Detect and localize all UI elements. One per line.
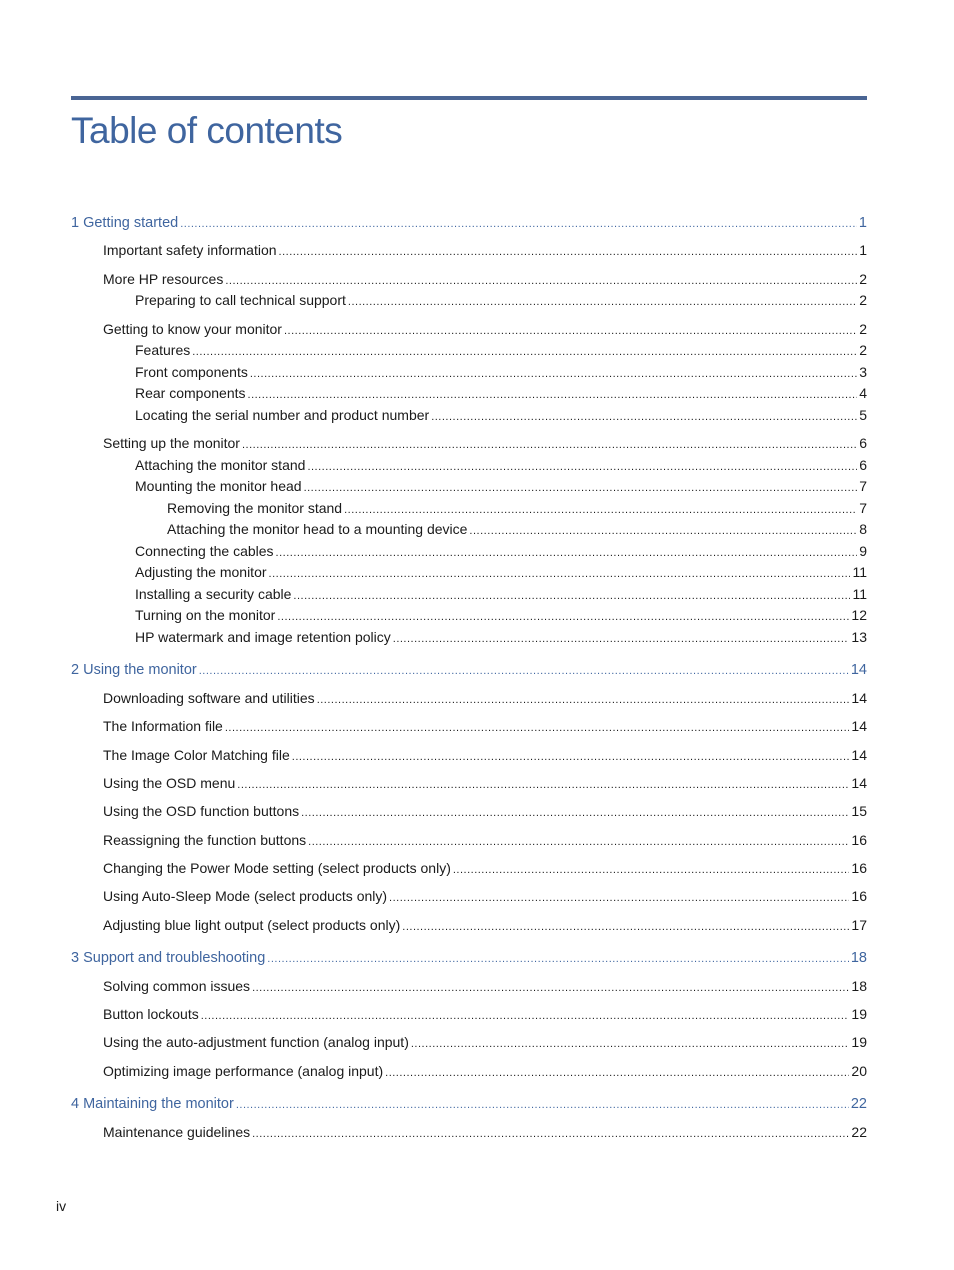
- toc-entry-page: 5: [859, 407, 867, 423]
- dot-leader: [252, 979, 849, 997]
- toc-entry-page: 3: [859, 364, 867, 380]
- toc-entry-title: 1 Getting started: [71, 215, 179, 231]
- toc-entry[interactable]: [103, 774, 867, 792]
- toc-chapter-entry[interactable]: [71, 661, 867, 679]
- dot-leader: [301, 804, 849, 822]
- toc-entry[interactable]: [103, 859, 867, 877]
- toc-entry-page: 7: [859, 478, 867, 494]
- toc-entry[interactable]: [103, 1123, 867, 1141]
- toc-entry[interactable]: [135, 542, 867, 560]
- toc-entry-page: 16: [851, 860, 867, 876]
- dot-leader: [453, 861, 850, 879]
- toc-chapter-entry[interactable]: [71, 1095, 867, 1113]
- toc-entry[interactable]: [103, 1062, 867, 1080]
- toc-entry-title: Connecting the cables: [135, 543, 274, 559]
- toc-entry-title: HP watermark and image retention policy: [135, 629, 391, 645]
- toc-entry-title: Maintenance guidelines: [103, 1124, 251, 1140]
- dot-leader: [276, 544, 858, 562]
- toc-entry-page: 2: [859, 271, 867, 287]
- toc-entry[interactable]: [103, 717, 867, 735]
- toc-entry[interactable]: [103, 320, 867, 338]
- dot-leader: [389, 889, 849, 907]
- dot-leader: [225, 719, 850, 737]
- toc-entry-title: Mounting the monitor head: [135, 478, 302, 494]
- dot-leader: [348, 293, 857, 311]
- dot-leader: [308, 833, 849, 851]
- toc-entry[interactable]: [135, 563, 867, 581]
- toc-entry[interactable]: [103, 916, 867, 934]
- toc-entry-title: Removing the monitor stand: [167, 500, 343, 516]
- toc-entry[interactable]: [103, 270, 867, 288]
- toc-entry-page: 16: [851, 832, 867, 848]
- toc-entry[interactable]: [103, 1033, 867, 1051]
- dot-leader: [279, 243, 858, 261]
- toc-entry-title: Adjusting the monitor: [135, 564, 267, 580]
- toc-entry[interactable]: [135, 456, 867, 474]
- toc-entry-title: 2 Using the monitor: [71, 662, 197, 678]
- toc-entry-page: 2: [859, 342, 867, 358]
- toc-entry-page: 19: [851, 1034, 867, 1050]
- toc-entry-title: Using the OSD menu: [103, 775, 236, 791]
- dot-leader: [277, 608, 849, 626]
- toc-entry-page: 11: [852, 586, 867, 602]
- dot-leader: [192, 343, 857, 361]
- toc-entry[interactable]: [103, 831, 867, 849]
- dot-leader: [431, 408, 857, 426]
- toc-chapter-entry[interactable]: [71, 949, 867, 967]
- toc-entry[interactable]: [135, 606, 867, 624]
- dot-leader: [385, 1064, 849, 1082]
- toc-entry[interactable]: [103, 1005, 867, 1023]
- toc-entry-title: Features: [135, 342, 191, 358]
- page-number: iv: [56, 1198, 67, 1214]
- toc-entry[interactable]: [135, 477, 867, 495]
- toc-entry-title: Attaching the monitor head to a mounting device: [167, 521, 468, 537]
- toc-entry-page: 20: [851, 1063, 867, 1079]
- dot-leader: [199, 662, 849, 680]
- toc-entry[interactable]: [103, 977, 867, 995]
- dot-leader: [248, 386, 858, 404]
- toc-entry[interactable]: [167, 520, 867, 538]
- toc-entry-page: 12: [851, 607, 867, 623]
- page-title: Table of contents: [71, 110, 343, 151]
- toc-entry-title: More HP resources: [103, 271, 224, 287]
- dot-leader: [393, 630, 850, 648]
- toc-entry-title: Optimizing image performance (analog input): [103, 1063, 384, 1079]
- toc-entry-title: Solving common issues: [103, 978, 251, 994]
- toc-entry[interactable]: [135, 628, 867, 646]
- toc-entry-title: Attaching the monitor stand: [135, 457, 306, 473]
- dot-leader: [242, 436, 857, 454]
- toc-entry-title: 3 Support and troubleshooting: [71, 950, 266, 966]
- toc-entry-title: Front components: [135, 364, 248, 380]
- dot-leader: [267, 950, 849, 968]
- toc-entry-title: Using Auto-Sleep Mode (select products only): [103, 888, 388, 904]
- toc-entry[interactable]: [103, 746, 867, 764]
- toc-entry[interactable]: [135, 341, 867, 359]
- toc-entry-page: 1: [859, 242, 867, 258]
- toc-entry-page: 2: [859, 292, 867, 308]
- toc-entry-page: 6: [859, 435, 867, 451]
- dot-leader: [469, 522, 857, 540]
- dot-leader: [180, 215, 857, 233]
- toc-entry-page: 18: [850, 950, 867, 966]
- toc-entry-title: Using the OSD function buttons: [103, 803, 300, 819]
- dot-leader: [344, 501, 857, 519]
- toc-entry-title: Button lockouts: [103, 1006, 199, 1022]
- toc-entry-page: 14: [851, 718, 867, 734]
- toc-entry-page: 6: [859, 457, 867, 473]
- toc-entry-page: 2: [859, 321, 867, 337]
- toc-entry-page: 9: [859, 543, 867, 559]
- toc-entry[interactable]: [103, 689, 867, 707]
- dot-leader: [201, 1007, 850, 1025]
- toc-entry-page: 14: [851, 775, 867, 791]
- toc-entry[interactable]: [103, 241, 867, 259]
- toc-entry[interactable]: [103, 434, 867, 452]
- toc-entry-title: Reassigning the function buttons: [103, 832, 307, 848]
- dot-leader: [284, 322, 857, 340]
- toc-entry-title: Turning on the monitor: [135, 607, 276, 623]
- toc-entry-title: Adjusting blue light output (select products only): [103, 917, 401, 933]
- dot-leader: [307, 458, 857, 476]
- toc-entry-title: The Information file: [103, 718, 223, 734]
- toc-entry-page: 18: [851, 978, 867, 994]
- toc-entry-page: 11: [852, 564, 867, 580]
- toc-entry-title: Rear components: [135, 385, 246, 401]
- toc-entry[interactable]: [135, 291, 867, 309]
- toc-entry-page: 14: [850, 662, 867, 678]
- dot-leader: [304, 479, 858, 497]
- toc-entry-title: Setting up the monitor: [103, 435, 240, 451]
- dot-leader: [292, 748, 850, 766]
- toc-entry[interactable]: [135, 384, 867, 402]
- toc-entry-title: Locating the serial number and product number: [135, 407, 430, 423]
- toc-entry-page: 22: [851, 1124, 867, 1140]
- toc-entry[interactable]: [135, 406, 867, 424]
- toc-chapter-entry[interactable]: [71, 214, 867, 232]
- toc-entry[interactable]: [135, 363, 867, 381]
- dot-leader: [252, 1125, 849, 1143]
- toc-entry-title: The Image Color Matching file: [103, 747, 290, 763]
- dot-leader: [293, 587, 850, 605]
- dot-leader: [411, 1035, 850, 1053]
- dot-leader: [236, 1096, 849, 1114]
- toc-entry-page: 16: [851, 888, 867, 904]
- dot-leader: [250, 365, 857, 383]
- toc-entry[interactable]: [135, 585, 867, 603]
- toc-entry-title: Getting to know your monitor: [103, 321, 282, 337]
- toc-entry-page: 14: [851, 747, 867, 763]
- toc-entry-page: 4: [859, 385, 867, 401]
- toc-entry-page: 19: [851, 1006, 867, 1022]
- dot-leader: [237, 776, 849, 794]
- dot-leader: [225, 272, 857, 290]
- toc-entry[interactable]: [103, 802, 867, 820]
- toc-entry[interactable]: [103, 887, 867, 905]
- toc-entry-page: 7: [859, 500, 867, 516]
- toc-entry-page: 1: [858, 215, 867, 231]
- toc-entry-title: Preparing to call technical support: [135, 292, 346, 308]
- toc-entry-title: Using the auto-adjustment function (analog input): [103, 1034, 409, 1050]
- dot-leader: [402, 918, 849, 936]
- toc-entry[interactable]: [167, 499, 867, 517]
- toc-entry-title: Important safety information: [103, 242, 277, 258]
- toc-entry-title: 4 Maintaining the monitor: [71, 1096, 234, 1112]
- toc-entry-page: 13: [851, 629, 867, 645]
- toc-entry-page: 17: [851, 917, 867, 933]
- toc-entry-page: 22: [850, 1096, 867, 1112]
- dot-leader: [317, 691, 850, 709]
- toc-entry-title: Downloading software and utilities: [103, 690, 315, 706]
- dot-leader: [269, 565, 851, 583]
- toc-entry-page: 15: [851, 803, 867, 819]
- toc-entry-page: 8: [859, 521, 867, 537]
- header-rule: [71, 96, 867, 100]
- toc-entry-page: 14: [851, 690, 867, 706]
- toc-entry-title: Installing a security cable: [135, 586, 292, 602]
- toc-entry-title: Changing the Power Mode setting (select products only): [103, 860, 451, 876]
